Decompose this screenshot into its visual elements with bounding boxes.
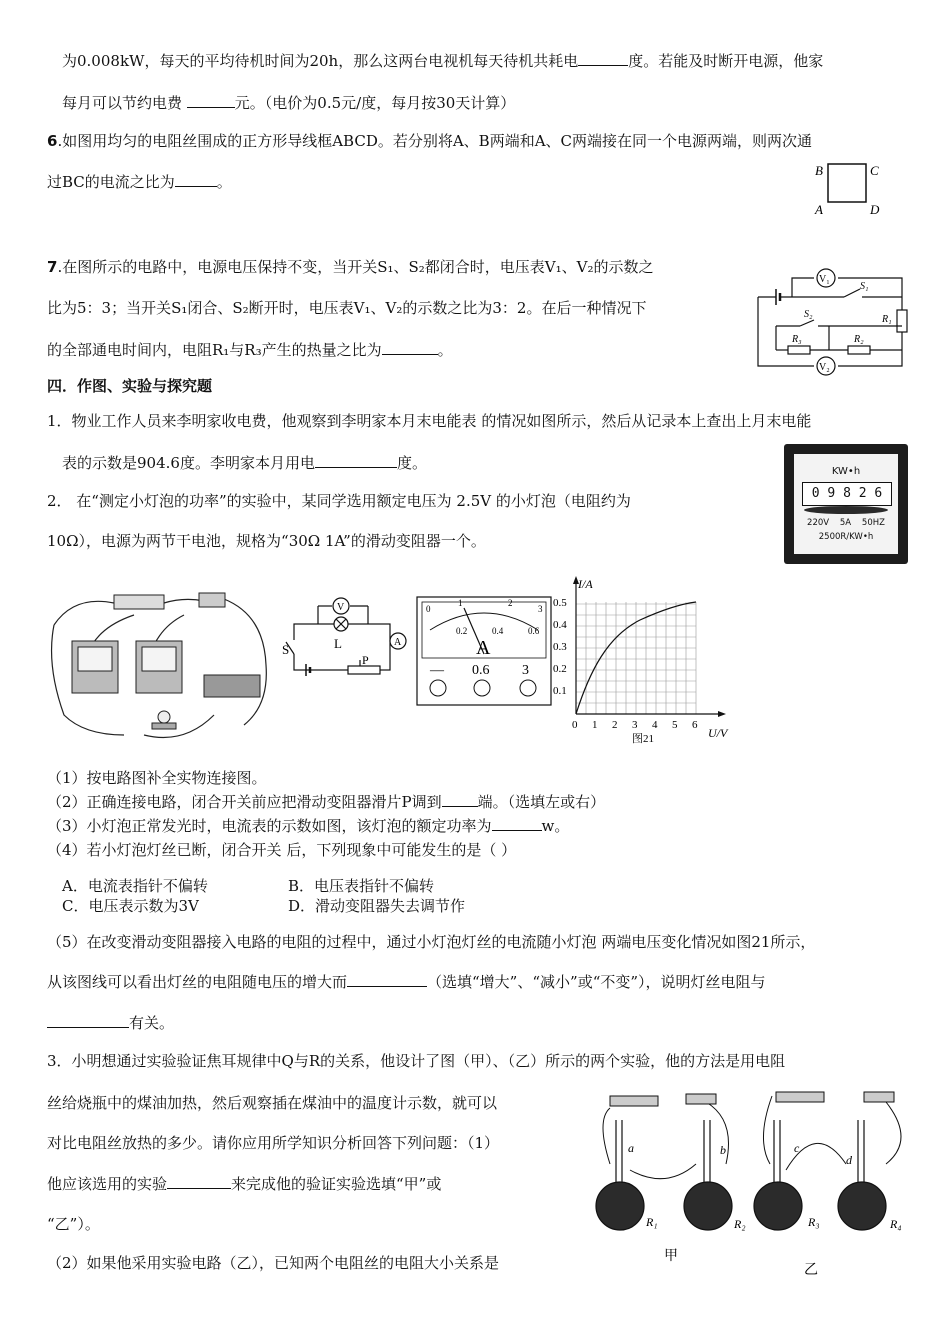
meter-dial-2 <box>142 647 176 671</box>
text-span: w。 <box>541 817 570 835</box>
text-span: .在图所示的电路中，电源电压保持不变，当开关S₁、S₂都闭合时，电压表V₁、V₂的示数之 <box>57 258 654 276</box>
problem-2-line2 <box>47 531 486 551</box>
question-7-line1 <box>47 257 653 277</box>
meter-dial-1 <box>78 647 112 671</box>
x-axis-label: U/V <box>708 726 728 740</box>
flask-r3 <box>754 1182 802 1230</box>
problem-3-line6: （2）如果他采用实验电路（乙），已知两个电阻丝的电阻大小关系是 <box>47 1254 500 1272</box>
question-number: 7 <box>47 258 58 276</box>
text-span: 表的示数是904.6度。李明家本月用电 <box>62 454 315 472</box>
q7-circuit-diagram <box>752 262 912 380</box>
terminal-0-6: 0.6 <box>472 663 490 678</box>
label-d: D <box>870 202 880 217</box>
problem-3-line2: 丝给烧瓶中的煤油加热，然后观察插在煤油中的温度计示数，就可以 <box>47 1094 498 1112</box>
bulb-label: L <box>334 636 342 651</box>
iu-graph <box>550 574 740 744</box>
label-b: B <box>815 163 823 178</box>
ammeter-figure <box>416 596 552 708</box>
terminal-3: 3 <box>522 663 529 678</box>
bulb-object <box>158 711 170 723</box>
problem-1-line1 <box>47 411 811 431</box>
text-span: 10Ω），电源为两节干电池，规格为“30Ω 1A”的滑动变阻器一个。 <box>47 532 486 550</box>
ammeter-letter: A <box>476 637 491 659</box>
meter-unit: KW•h <box>831 466 861 477</box>
y-axis-label: I/A <box>578 577 593 591</box>
meter-disc <box>804 506 888 514</box>
bulb-base <box>152 723 176 729</box>
answer-blank[interactable] <box>347 972 427 987</box>
meter-face <box>794 454 898 554</box>
text-span: （2）正确连接电路，闭合开关前应把滑动变阻器滑片P调到 <box>47 793 442 811</box>
scale-top-1: 1 <box>458 598 463 608</box>
text-span: 元。（电价为0.5元/度，每月按30天计算） <box>234 94 516 112</box>
switch-s1-label: S₁ <box>860 281 869 292</box>
option-c[interactable]: C．电压表示数为3V <box>62 897 199 915</box>
scale-top-3: 3 <box>538 604 543 614</box>
label-c: c <box>794 1141 800 1155</box>
y-tick-0-4: 0.4 <box>553 619 567 631</box>
sub-question-3 <box>47 816 569 836</box>
problem-3-line3: 对比电阻丝放热的多少。请你应用所学知识分析回答下列问题：（1） <box>47 1134 500 1152</box>
battery-jia <box>610 1096 658 1106</box>
sub-question-5-line2 <box>47 972 766 992</box>
section-title: 四．作图、实验与探究题 <box>47 377 213 395</box>
label-b: b <box>720 1143 726 1157</box>
x-tick-4: 4 <box>652 719 658 731</box>
text-line <box>62 51 823 71</box>
switch-object <box>199 593 225 607</box>
answer-blank[interactable] <box>167 1174 231 1189</box>
meter-rate: 2500R/KW•h <box>818 532 874 542</box>
rheostat-object <box>204 675 260 697</box>
problem-2-line1 <box>47 491 631 511</box>
label-a: A <box>815 202 823 217</box>
flask-r4 <box>838 1182 886 1230</box>
scale-top-0: 0 <box>426 604 431 614</box>
question-number: 6 <box>47 132 58 150</box>
problem-3-line4 <box>47 1174 441 1194</box>
terminal-negative: — <box>430 663 444 678</box>
text-span: （选填“增大”、“减小”或“不变”），说明灯丝电阻与 <box>427 973 766 991</box>
x-tick-0: 0 <box>572 719 578 731</box>
text-span: 过BC的电流之比为 <box>47 173 175 191</box>
label-jia: 甲 <box>664 1249 678 1264</box>
voltmeter-v1-label: V₁ <box>819 274 830 285</box>
label-r1: R₁ <box>646 1215 658 1229</box>
sub-question-4: （4）若小灯泡灯丝已断，闭合开关 后，下列现象中可能发生的是（ ） <box>47 841 517 859</box>
text-span: 为0.008kW，每天的平均待机时间为20h，那么这两台电视机每天待机共耗电 <box>62 52 579 70</box>
scale-bottom-0: 0.2 <box>456 626 468 636</box>
text-line <box>62 93 515 113</box>
label-r3: R₃ <box>808 1215 820 1229</box>
square-frame-figure <box>812 158 892 218</box>
text-span: 端。（选填左或右） <box>477 793 606 811</box>
figure-caption: 图21 <box>632 733 654 744</box>
label-yi: 乙 <box>804 1263 818 1276</box>
text-span: .如图用均匀的电阻丝围成的正方形导线框ABCD。若分别将A、B两端和A、C两端接在同一个电源两端，则两次通 <box>57 132 813 150</box>
switch-jia <box>686 1094 716 1104</box>
text-span: 他应该选用的实验 <box>47 1175 168 1193</box>
problem-3-line1: 3．小明想通过实验验证焦耳规律中Q与R的关系，他设计了图（甲）、（乙）所示的两个实验，他的方法是用电阻 <box>47 1052 786 1070</box>
question-7-line3 <box>47 340 453 360</box>
answer-blank[interactable] <box>382 340 438 355</box>
battery-yi <box>776 1092 824 1102</box>
voltmeter-label: V <box>337 602 345 613</box>
option-d[interactable]: D．滑动变阻器失去调节作 <box>288 897 466 915</box>
text-span: 1．物业工作人员来李明家收电费，他观察到李明家本月末电能表 的情况如图所示，然后从记录本上查出上月末电能 <box>47 412 812 430</box>
text-span: 的全部通电时间内，电阻R₁与R₃产生的热量之比为 <box>47 341 382 359</box>
flask-r2 <box>684 1182 732 1230</box>
resistor-r2-label: R₂ <box>854 334 864 345</box>
meter-specs: 220V 5A 50HZ <box>807 518 885 528</box>
flask-r1 <box>596 1182 644 1230</box>
option-b[interactable]: B．电压表指针不偏转 <box>288 877 435 895</box>
circuit-schematic <box>282 596 414 692</box>
label-r2: R₂ <box>734 1217 746 1231</box>
label-c: C <box>870 163 879 178</box>
answer-blank[interactable] <box>187 93 235 108</box>
answer-blank[interactable] <box>578 51 628 66</box>
square-frame <box>828 164 866 202</box>
label-r4: R₄ <box>890 1217 902 1231</box>
voltmeter-v2-label: V₂ <box>819 362 830 373</box>
switch-yi <box>864 1092 894 1102</box>
question-7-line2 <box>47 298 646 318</box>
text-span: 度。 <box>396 454 427 472</box>
label-a: a <box>628 1141 634 1155</box>
answer-blank[interactable] <box>47 1013 129 1028</box>
x-tick-6: 6 <box>692 719 698 731</box>
ammeter-label: A <box>394 637 402 648</box>
option-a[interactable]: A．电流表指针不偏转 <box>62 877 208 895</box>
switch-s2-label: S₂ <box>804 309 813 320</box>
resistor-r3-label: R₃ <box>792 334 802 345</box>
answer-blank[interactable] <box>442 792 478 807</box>
text-span: 2． 在“测定小灯泡的功率”的实验中，某同学选用额定电压为 2.5V 的小灯泡（电阻约为 <box>47 492 631 510</box>
scale-bottom-1: 0.4 <box>492 626 504 636</box>
answer-blank[interactable] <box>492 816 542 831</box>
switch-label: S <box>282 642 290 657</box>
text-span: 。 <box>437 341 453 359</box>
text-span: 。 <box>216 173 232 191</box>
scale-top-2: 2 <box>508 598 513 608</box>
text-span: 比为5：3；当开关S₁闭合、S₂断开时，电压表V₁、V₂的示数之比为3：2。在后一种情况下 <box>47 299 647 317</box>
x-tick-1: 1 <box>592 719 598 731</box>
sub-question-5-line3 <box>47 1013 174 1033</box>
text-span: 有关。 <box>129 1014 175 1032</box>
answer-blank[interactable] <box>315 453 397 468</box>
text-span: 从该图线可以看出灯丝的电阻随电压的增大而 <box>47 973 348 991</box>
x-tick-3: 3 <box>632 719 638 731</box>
x-axis-arrow <box>718 711 726 717</box>
electric-meter <box>784 444 908 564</box>
battery-box <box>114 595 164 609</box>
meter-digits: 0 9 8 2 6 <box>802 482 892 506</box>
flask-experiment-figure <box>586 1080 926 1276</box>
sub-question-2 <box>47 792 605 812</box>
y-tick-0-1: 0.1 <box>553 685 567 697</box>
y-tick-0-5: 0.5 <box>553 597 567 609</box>
text-span: 来完成他的验证实验选填“甲”或 <box>231 1175 442 1193</box>
sub-question-1: （1）按电路图补全实物连接图。 <box>47 769 267 787</box>
physical-circuit-sketch <box>44 585 276 745</box>
label-d: d <box>846 1153 852 1167</box>
problem-3-line5: “乙”）。 <box>47 1215 100 1233</box>
x-tick-2: 2 <box>612 719 618 731</box>
y-tick-0-3: 0.3 <box>553 641 567 653</box>
text-span: 度。若能及时断开电源，他家 <box>628 52 824 70</box>
question-6-line2 <box>47 172 232 192</box>
y-tick-0-2: 0.2 <box>553 663 567 675</box>
text-span: 每月可以节约电费 <box>62 94 183 112</box>
slider-label: P <box>362 653 369 667</box>
answer-blank[interactable] <box>175 172 217 187</box>
question-6-line1 <box>47 131 812 151</box>
text-span: （3）小灯泡正常发光时，电流表的示数如图，该灯泡的额定功率为 <box>47 817 492 835</box>
x-tick-5: 5 <box>672 719 678 731</box>
sub-question-5-line1: （5）在改变滑动变阻器接入电路的电阻的过程中，通过小灯泡灯丝的电流随小灯泡 两端电压变化情况如图21所示， <box>47 933 816 951</box>
scale-bottom-2: 0.6 <box>528 626 540 636</box>
resistor-r1-label: R₁ <box>882 314 892 325</box>
problem-1-line2 <box>62 453 427 473</box>
